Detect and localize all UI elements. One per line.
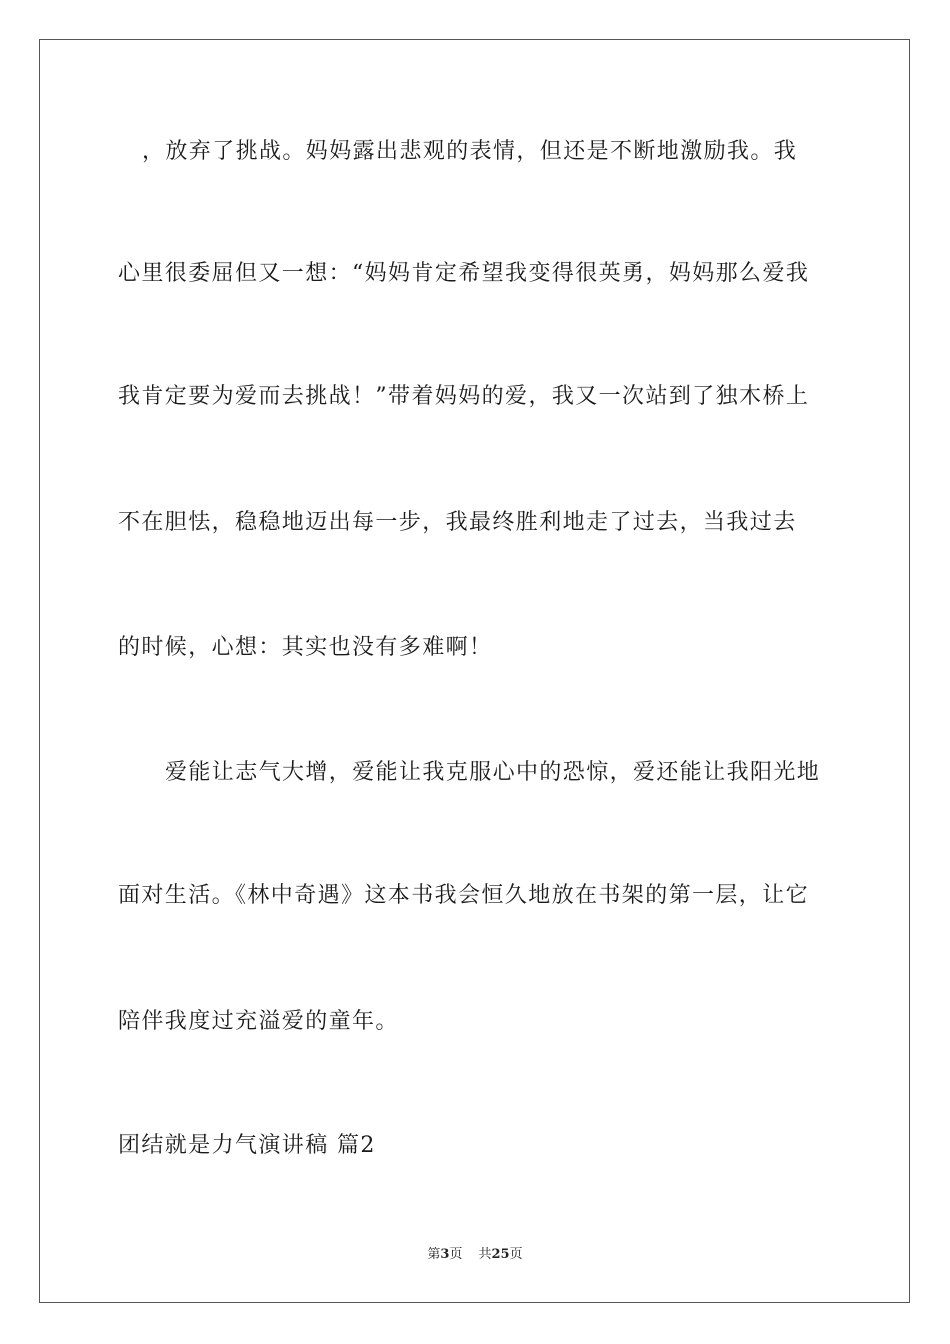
paragraph-line-6: 爱能让志气大增，爱能让我克服心中的恐惊，爱还能让我阳光地 xyxy=(165,760,821,785)
paragraph-line-3: 我肯定要为爱而去挑战！”带着妈妈的爱，我又一次站到了独木桥上 xyxy=(118,384,810,409)
footer-total-prefix: 共 xyxy=(478,1247,492,1262)
footer-total-pages: 25 xyxy=(491,1247,510,1262)
footer-page-prefix: 第 xyxy=(427,1247,441,1262)
section-heading: 团结就是力气演讲稿 篇2 xyxy=(118,1133,376,1158)
page-footer xyxy=(0,1246,950,1264)
paragraph-line-5: 的时候，心想：其实也没有多难啊！ xyxy=(118,635,493,660)
footer-page-number: 3 xyxy=(440,1247,450,1262)
paragraph-line-1: ，放弃了挑战。妈妈露出悲观的表情，但还是不断地激励我。我 xyxy=(142,139,798,164)
paragraph-line-7: 面对生活。《林中奇遇》这本书我会恒久地放在书架的第一层，让它 xyxy=(118,883,810,908)
paragraph-line-8: 陪伴我度过充溢爱的童年。 xyxy=(118,1009,399,1034)
footer-total-suffix: 页 xyxy=(509,1247,523,1262)
page-border xyxy=(39,39,910,1303)
footer-page-suffix: 页 xyxy=(449,1247,463,1262)
paragraph-line-4: 不在胆怯，稳稳地迈出每一步，我最终胜利地走了过去，当我过去 xyxy=(118,510,797,535)
paragraph-line-2: 心里很委屈但又一想：“妈妈肯定希望我变得很英勇，妈妈那么爱我 xyxy=(118,261,810,286)
